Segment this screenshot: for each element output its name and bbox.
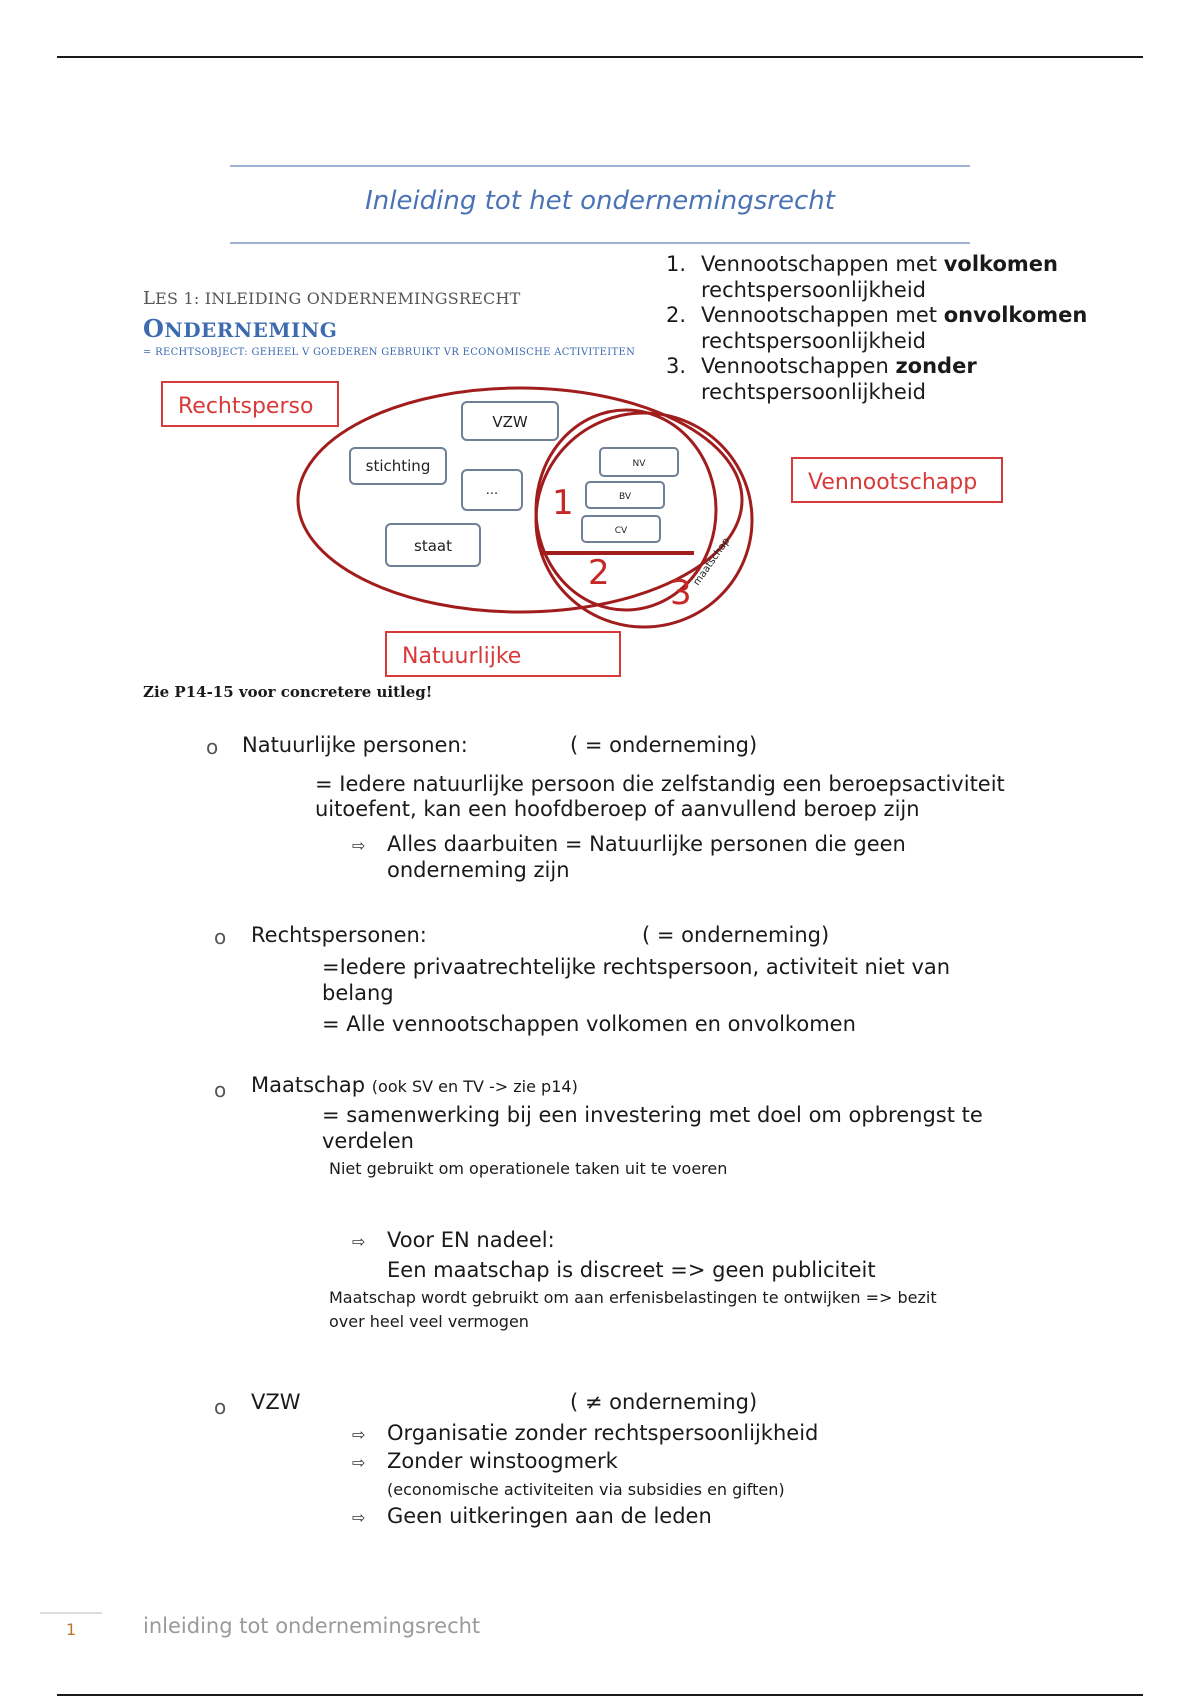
number-two: 2 [588,553,610,593]
rechtspersonen-title: Rechtspersonen: [251,923,427,947]
vzw-item2-note: (economische activiteiten via subsidies en giften) [387,1480,785,1499]
venn-diagram [150,370,1010,680]
vzw-title: VZW [251,1390,301,1414]
footer-rule [40,1612,102,1614]
maatschap-arrow-line: Een maatschap is discreet => geen publiciteit [387,1258,876,1282]
reference-note: Zie P14-15 voor concretere uitleg! [143,683,433,701]
vzw-item2: Zonder winstoogmerk [387,1449,618,1473]
box-stichting-label: stichting [365,457,431,475]
arrow-icon: ⇨ [352,1425,366,1444]
vzw-item3: Geen uitkeringen aan de leden [387,1504,712,1528]
rechtspersonen-line3: = Alle vennootschappen volkomen en onvolkomen [322,1012,856,1036]
vzw-tag: ( ≠ onderneming) [570,1390,758,1414]
maatschap-arrow-title: Voor EN nadeel: [387,1228,555,1252]
page-number: 1 [66,1620,77,1639]
number-one: 1 [552,483,574,523]
natuurlijke-arrow-line1: Alles daarbuiten = Natuurlijke personen die geen [387,832,906,856]
section-definition: = RECHTSOBJECT: GEHEEL V GOEDEREN GEBRUIKT VR ECONOMISCHE ACTIVITEITEN [143,347,636,358]
maatschap-line2: verdelen [322,1129,414,1153]
section-heading: ONDERNEMING [143,314,338,343]
natuurlijke-title: Natuurlijke personen: [242,733,468,757]
bullet: o [214,1078,227,1102]
label-vennootschap: Vennootschapp [808,470,978,495]
bullet: o [206,735,219,759]
label-natuurlijke: Natuurlijke [402,644,522,669]
vzw-item1: Organisatie zonder rechtspersoonlijkheid [387,1421,819,1445]
natuurlijke-arrow-line2: onderneming zijn [387,858,570,882]
list-item: 2. Vennootschappen met onvolkomen rechtspersoonlijkheid [666,303,1088,353]
title-rule-bottom [230,242,970,244]
bullet: o [214,1395,227,1419]
arrow-icon: ⇨ [352,1508,366,1527]
maatschap-small1: Niet gebruikt om operationele taken uit te voeren [329,1159,728,1178]
box-staat-label: staat [414,537,452,555]
maatschap-title: Maatschap (ook SV en TV -> zie p14) [251,1073,578,1097]
maatschap-label: maatschap [691,535,733,588]
footer-title: inleiding tot ondernemingsrecht [143,1614,481,1638]
box-cv-label: CV [614,526,628,536]
list-item: 1. Vennootschappen met volkomen rechtspersoonlijkheid [666,252,1058,302]
rechtspersonen-tag: ( = onderneming) [642,923,830,947]
top-rule [57,56,1143,58]
box-bv-label: BV [618,492,632,502]
box-nv-label: NV [632,459,646,469]
arrow-icon: ⇨ [352,1453,366,1472]
rechtspersonen-line2: belang [322,981,394,1005]
lesson-heading: LES 1: INLEIDING ONDERNEMINGSRECHT [143,288,521,309]
box-dots-label: ... [485,483,499,498]
natuurlijke-line2: uitoefent, kan een hoofdberoep of aanvullend beroep zijn [315,797,920,821]
maatschap-small3: over heel veel vermogen [329,1312,529,1331]
natuurlijke-tag: ( = onderneming) [570,733,758,757]
natuurlijke-line1: = Iedere natuurlijke persoon die zelfstandig een beroepsactiviteit [315,772,1005,796]
maatschap-line1: = samenwerking bij een investering met doel om opbrengst te [322,1103,983,1127]
arrow-icon: ⇨ [352,1232,366,1251]
bottom-rule [57,1694,1143,1696]
list-item: 3. Vennootschappen zonder rechtspersoonlijkheid [666,354,977,404]
maatschap-small2: Maatschap wordt gebruikt om aan erfenisbelastingen te ontwijken => bezit [329,1288,937,1307]
document-title: Inleiding tot het ondernemingsrecht [365,186,835,216]
bullet: o [214,925,227,949]
label-rechtspersoon: Rechtsperso [178,394,314,419]
title-rule-top [230,165,970,167]
rechtspersonen-line1: =Iedere privaatrechtelijke rechtspersoon, activiteit niet van [322,955,951,979]
arrow-icon: ⇨ [352,836,366,855]
box-vzw-label: VZW [492,413,528,431]
number-three: 3 [670,573,692,613]
